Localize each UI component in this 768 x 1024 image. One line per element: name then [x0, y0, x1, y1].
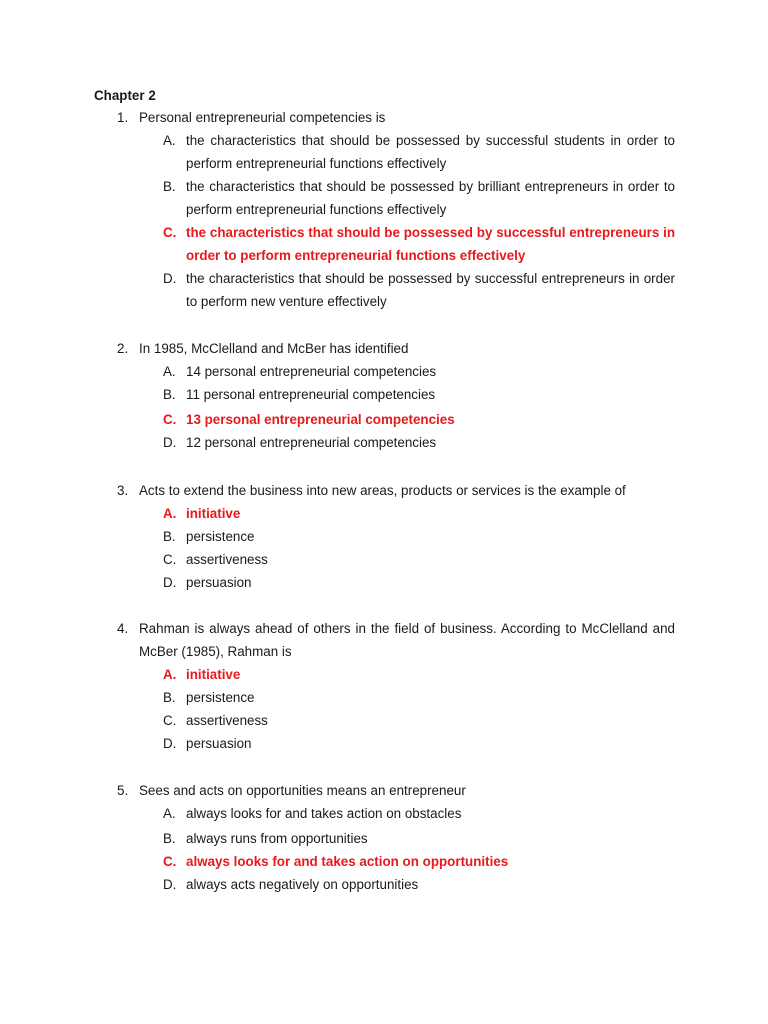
option-letter: D. [163, 736, 177, 751]
option-letter: A. [163, 133, 176, 148]
option-a [163, 802, 675, 825]
option-letter: B. [163, 690, 176, 705]
option-letter: B. [163, 831, 176, 846]
question-5 [117, 779, 675, 896]
option-a-correct [163, 502, 675, 525]
option-letter: D. [163, 271, 177, 286]
option-b [163, 525, 675, 548]
option-a [163, 129, 675, 175]
question-text: Rahman is always ahead of others in the field of business. According to McClelland and McBer (1985), Rahman is [139, 621, 675, 659]
option-text: the characteristics that should be possessed by successful entrepreneurs in order to perform entrepreneurial functions effectively [186, 225, 675, 263]
option-letter: D. [163, 575, 177, 590]
question-3 [117, 479, 675, 594]
option-text: the characteristics that should be possessed by successful entrepreneurs in order to perform new venture effectively [186, 271, 675, 309]
option-a [163, 360, 675, 383]
question-4 [117, 617, 675, 755]
option-list [163, 360, 675, 454]
question-number: 1. [117, 110, 129, 125]
option-d [163, 873, 675, 896]
option-d [163, 732, 675, 755]
option-text: always runs from opportunities [186, 831, 368, 846]
option-text: initiative [186, 667, 241, 682]
option-b [163, 686, 675, 709]
option-letter: A. [163, 364, 176, 379]
question-text: Personal entrepreneurial competencies is [139, 110, 386, 125]
option-text: persistence [186, 690, 255, 705]
option-letter: B. [163, 387, 176, 402]
option-letter: A. [163, 506, 177, 521]
option-list [163, 802, 675, 896]
option-letter: A. [163, 667, 177, 682]
question-text: In 1985, McClelland and McBer has identified [139, 341, 409, 356]
option-text: 12 personal entrepreneurial competencies [186, 435, 437, 450]
question-1 [117, 106, 675, 313]
option-letter: C. [163, 412, 177, 427]
option-letter: D. [163, 435, 177, 450]
option-letter: C. [163, 854, 177, 869]
option-list [163, 502, 675, 594]
option-c-correct [163, 408, 675, 431]
option-letter: C. [163, 713, 177, 728]
chapter-title: Chapter 2 [94, 88, 156, 103]
question-text: Sees and acts on opportunities means an entrepreneur [139, 783, 466, 798]
option-c [163, 548, 675, 571]
option-list [163, 129, 675, 313]
option-text: always looks for and takes action on opportunities [186, 854, 509, 869]
question-number: 3. [117, 483, 129, 498]
question-text: Acts to extend the business into new areas, products or services is the example of [139, 483, 626, 498]
question-2 [117, 337, 675, 454]
option-b [163, 827, 675, 850]
option-text: 13 personal entrepreneurial competencies [186, 412, 455, 427]
option-text: the characteristics that should be possessed by brilliant entrepreneurs in order to perform entrepreneurial functions effectively [186, 179, 675, 217]
option-letter: B. [163, 529, 176, 544]
option-c-correct [163, 850, 675, 873]
option-d [163, 431, 675, 454]
option-text: initiative [186, 506, 241, 521]
option-b [163, 175, 675, 221]
option-letter: C. [163, 225, 177, 240]
option-text: persuasion [186, 575, 252, 590]
question-number: 5. [117, 783, 129, 798]
option-text: always acts negatively on opportunities [186, 877, 419, 892]
option-text: 14 personal entrepreneurial competencies [186, 364, 437, 379]
option-b [163, 383, 675, 406]
option-a-correct [163, 663, 675, 686]
question-number: 2. [117, 341, 129, 356]
option-d [163, 571, 675, 594]
option-list [163, 663, 675, 755]
option-letter: D. [163, 877, 177, 892]
option-text: persistence [186, 529, 255, 544]
option-d [163, 267, 675, 313]
option-letter: B. [163, 179, 176, 194]
option-c-correct [163, 221, 675, 267]
option-letter: A. [163, 806, 176, 821]
option-text: assertiveness [186, 713, 268, 728]
option-text: assertiveness [186, 552, 268, 567]
option-text: the characteristics that should be possessed by successful students in order to perform entrepreneurial functions effectively [186, 133, 675, 171]
option-text: always looks for and takes action on obstacles [186, 806, 462, 821]
option-c [163, 709, 675, 732]
option-text: persuasion [186, 736, 252, 751]
option-letter: C. [163, 552, 177, 567]
option-text: 11 personal entrepreneurial competencies [186, 387, 436, 402]
question-number: 4. [117, 621, 129, 636]
